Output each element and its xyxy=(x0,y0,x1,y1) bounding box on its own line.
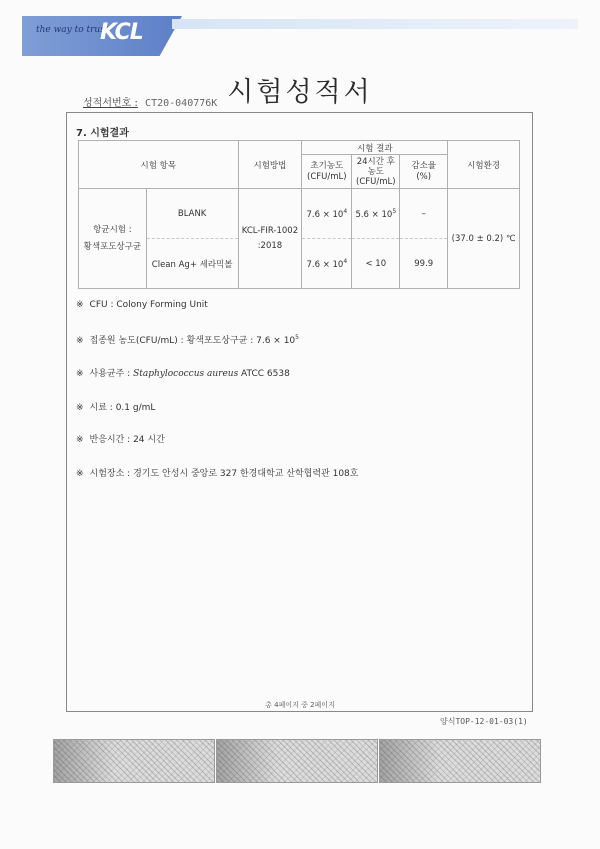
sample-after24h-conc xyxy=(352,239,400,289)
blank-initial-conc xyxy=(302,189,352,239)
note-strain-italic: Staphylococcus aureus xyxy=(133,369,239,379)
note-mark: ※ xyxy=(76,300,84,310)
method-line2: :2018 xyxy=(257,240,283,251)
method-cell xyxy=(238,189,302,289)
header-band xyxy=(22,16,578,56)
blank-initial-base: 7.6 × 10 xyxy=(306,209,344,220)
sample-after-base: < 10 xyxy=(365,258,387,269)
header-after24h-conc: 24시간 후 농도 (CFU/mL) xyxy=(352,155,400,189)
header-initial-conc: 초기농도 (CFU/mL) xyxy=(302,155,352,189)
note-text: 시료 : 0.1 g/mL xyxy=(89,403,156,413)
test-name-line2: 황색포도상구균 xyxy=(83,241,142,252)
sample-initial-conc xyxy=(302,239,352,289)
note-text: 접종원 농도(CFU/mL) : 황색포도상구균 : 7.6 × 10 xyxy=(89,336,296,346)
page-number: 총 4페이지 중 2페이지 xyxy=(265,701,335,709)
note-mark: ※ xyxy=(76,403,84,413)
form-number: 양식TOP-12-01-03(1) xyxy=(440,717,528,726)
header-results-group: 시험 결과 xyxy=(302,141,448,155)
note-mark: ※ xyxy=(76,336,84,346)
blank-initial-exp: 4 xyxy=(343,207,348,215)
note-mark: ※ xyxy=(76,469,84,479)
note-cfu xyxy=(76,300,208,310)
note-inoculum xyxy=(76,333,299,346)
note-exp: 5 xyxy=(295,334,299,341)
header-reduction: 감소율 (%) xyxy=(400,155,448,189)
sample-clean-ag: Clean Ag+ 세라믹볼 xyxy=(146,239,238,289)
kcl-logo: KCL xyxy=(100,20,143,45)
test-name-line1: 항균시험 : xyxy=(93,224,132,235)
note-sample xyxy=(76,400,155,413)
header-test-method: 시험방법 xyxy=(238,141,302,189)
note-text: 반응시간 : 24 시간 xyxy=(89,435,165,445)
sample-initial-base: 7.6 × 10 xyxy=(306,259,344,270)
method-line1: KCL-FIR-1002 xyxy=(241,225,299,236)
report-number xyxy=(83,94,217,109)
header-test-item: 시험 항목 xyxy=(79,141,239,189)
results-table xyxy=(78,140,520,289)
test-name-cell xyxy=(79,189,147,289)
blank-after24h-conc xyxy=(352,189,400,239)
note-text: CFU : Colony Forming Unit xyxy=(89,300,208,310)
report-number-value: CT20-040776K xyxy=(145,98,218,109)
sample-reduction: 99.9 xyxy=(400,239,448,289)
security-pattern-1 xyxy=(53,739,215,783)
document-title: 시험성적서 xyxy=(227,77,373,108)
note-reaction-time xyxy=(76,432,165,445)
logo-tagline: the way to trust xyxy=(36,25,109,35)
blank-after-exp: 5 xyxy=(392,207,397,215)
note-strain xyxy=(76,366,290,379)
blank-reduction: – xyxy=(400,189,448,239)
security-pattern-3 xyxy=(379,739,541,783)
sample-blank: BLANK xyxy=(146,189,238,239)
header-environment: 시험환경 xyxy=(448,141,520,189)
note-text: 시험장소 : 경기도 안성시 중앙로 327 한경대학교 산학협력관 108호 xyxy=(89,469,359,479)
header-light-strip xyxy=(172,19,578,29)
environment-value: (37.0 ± 0.2) ℃ xyxy=(448,189,520,289)
section-title: 7. 시험결과 xyxy=(76,128,129,139)
note-text: 사용균주 : xyxy=(89,369,134,379)
note-mark: ※ xyxy=(76,369,84,379)
note-text-after: ATCC 6538 xyxy=(238,369,290,379)
report-number-label: 성적서번호 : xyxy=(83,98,138,109)
note-test-location xyxy=(76,466,358,479)
blank-after-base: 5.6 × 10 xyxy=(355,209,393,220)
note-mark: ※ xyxy=(76,435,84,445)
security-pattern-2 xyxy=(216,739,378,783)
sample-initial-exp: 4 xyxy=(343,257,348,265)
